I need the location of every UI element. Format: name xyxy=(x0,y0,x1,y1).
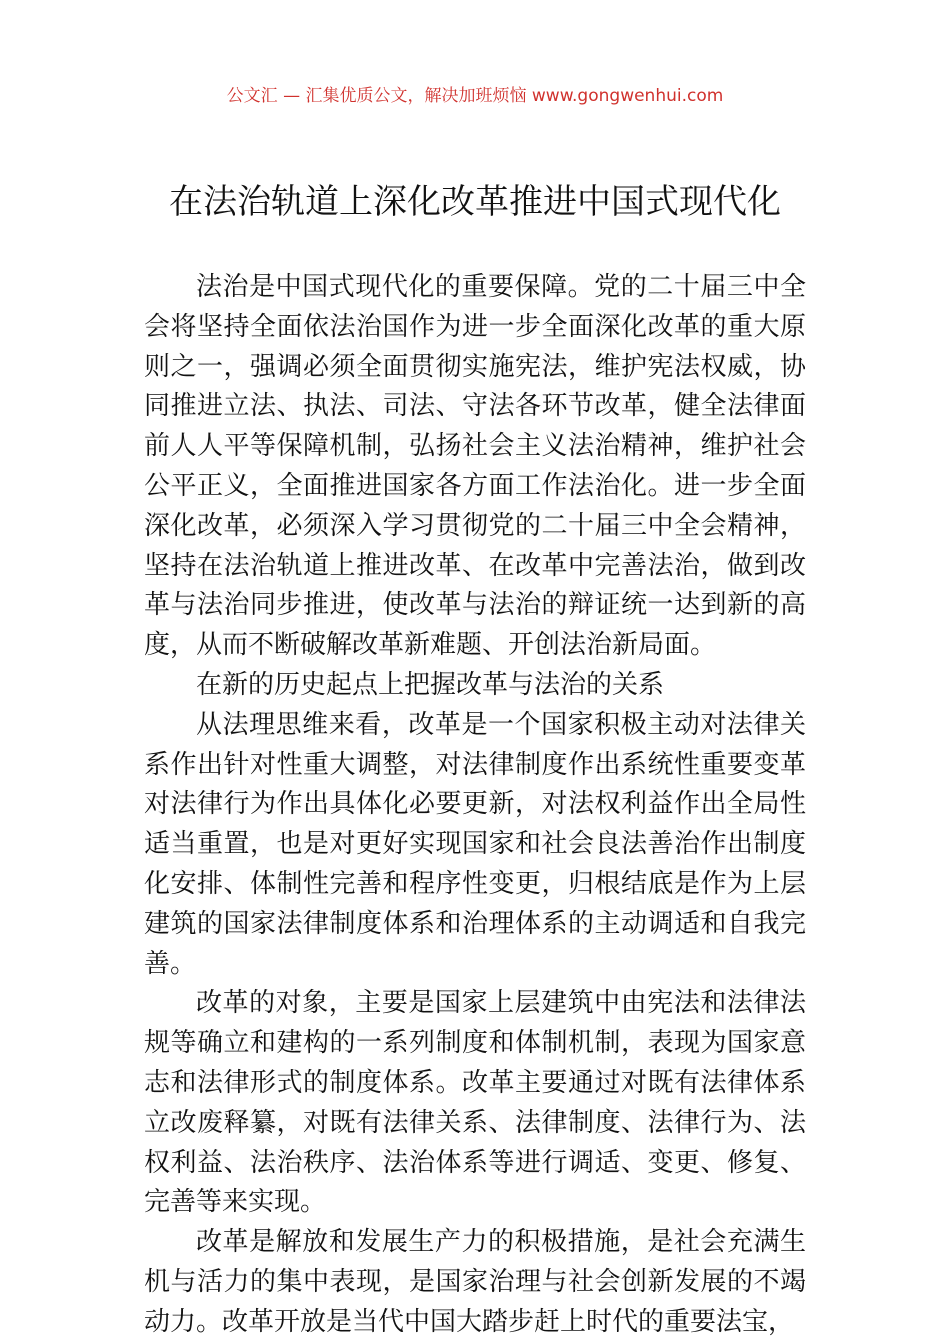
document-body xyxy=(144,268,806,1343)
document-title: 在法治轨道上深化改革推进中国式现代化 xyxy=(169,182,781,222)
paragraph-legal-thinking: 从法理思维来看，改革是一个国家积极主动对法律关系作出针对性重大调整，对法律制度作出系统性重要变革对法律行为作出具体化必要更新，对法权利益作出全局性适当重置，也是对更好实现国家和社会良法善治作出制度化安排、体制性完善和程序性变更，归根结底是作为上层建筑的国家法律制度体系和治理体系的主动调适和自我完善。 xyxy=(144,709,806,979)
paragraph-reform-object: 改革的对象，主要是国家上层建筑中由宪法和法律法规等确立和建构的一系列制度和体制机制，表现为国家意志和法律形式的制度体系。改革主要通过对既有法律体系立改废释纂，对既有法律关系、法律制度、法律行为、法权利益、法治秩序、法治体系等进行调适、变更、修复、完善等来实现。 xyxy=(144,988,806,1218)
site-header-banner: 公文汇 — 汇集优质公文，解决加班烦恼 www.gongwenhui.com xyxy=(226,86,724,106)
paragraph-intro: 法治是中国式现代化的重要保障。党的二十届三中全会将坚持全面依法治国作为进一步全面深化改革的重大原则之一，强调必须全面贯彻实施宪法，维护宪法权威，协同推进立法、执法、司法、守法各环节改革，健全法律面前人人平等保障机制，弘扬社会主义法治精神，维护社会公平正义，全面推进国家各方面工作法治化。进一步全面深化改革，必须深入学习贯彻党的二十届三中全会精神，坚持在法治轨道上推进改革、在改革中完善法治，做到改革与法治同步推进，使改革与法治的辩证统一达到新的高度，从而不断破解改革新难题、开创法治新局面。 xyxy=(144,272,806,661)
paragraph-reform-productivity: 改革是解放和发展生产力的积极措施，是社会充满生机与活力的集中表现，是国家治理与社会创新发展的不竭动力。改革开放是当代中国大踏步赶上时代的重要法宝， xyxy=(144,1227,806,1337)
section-heading: 在新的历史起点上把握改革与法治的关系 xyxy=(196,669,665,700)
